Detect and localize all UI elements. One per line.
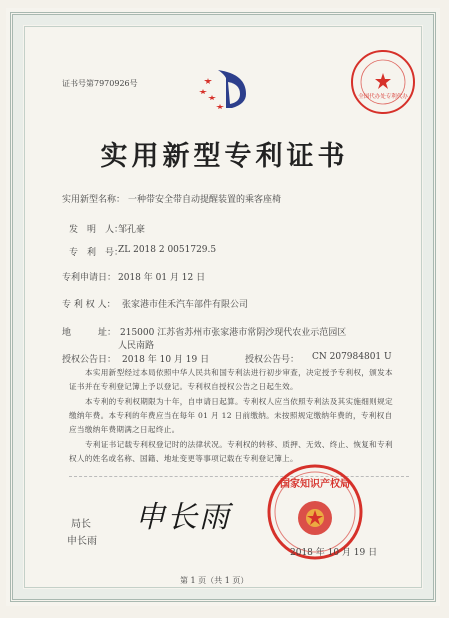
certificate-title: 实用新型专利证书 — [100, 141, 349, 172]
address-value-line-2: 人民南路 — [118, 341, 155, 351]
address-value-line-1: 215000 江苏省苏州市张家港市常阴沙现代农业示范园区 — [120, 328, 347, 338]
patentee-value: 张家港市佳禾汽车部件有限公司 — [122, 300, 249, 310]
grant-date-label: 授权公告日： — [62, 355, 117, 365]
announcement-value: CN 207984801 U — [312, 352, 392, 362]
patent-number-value: ZL 2018 2 0051729.5 — [118, 245, 217, 255]
inventor-value: 邹孔豪 — [118, 225, 146, 235]
name-label: 实用新型名称： — [62, 195, 126, 205]
seal-date: 2018 年 10 月 19 日 — [290, 548, 378, 558]
announcement-label: 授权公告号： — [245, 355, 300, 365]
patentee-label: 专 利 权 人： — [62, 300, 116, 310]
address-label: 地 址： — [62, 328, 117, 338]
filing-date-value: 2018 年 01 月 12 日 — [118, 273, 206, 283]
certificate-number: 证书号第7970926号 — [62, 79, 138, 88]
name-value: 一种带安全带自动提醒装置的乘客座椅 — [128, 195, 282, 205]
page-footer: 第 1 页（共 1 页） — [180, 576, 249, 585]
inventor-label: 发 明 人： — [69, 225, 124, 235]
seal-text: 国家知识产权局 — [280, 479, 350, 490]
agency-seal-text: 全国代办处专利代办 — [358, 94, 408, 100]
body-paragraph-2: 本专利的专利权期限为十年，自申请日起算。专利权人应当依照专利法及其实施细则规定缴纳年费。本专利的年费应当在每年 01 月 12 日前缴纳。未按照规定缴纳年费的，专利权自应当缴纳年费期满之日起终止。 — [69, 397, 393, 434]
body-paragraph-1: 本实用新型经过本局依照中华人民共和国专利法进行初步审查，决定授予专利权，颁发本证书并在专利登记簿上予以登记。专利权自授权公告之日起生效。 — [69, 368, 393, 391]
grant-date-value: 2018 年 10 月 19 日 — [122, 355, 210, 365]
patent-office-logo-icon — [196, 64, 252, 120]
body-paragraph-3: 专利证书记载专利权登记时的法律状况。专利权的转移、质押、无效、终止、恢复和专利权人的姓名或名称、国籍、地址变更等事项记载在专利登记簿上。 — [69, 440, 393, 463]
patent-number-label: 专 利 号： — [69, 248, 124, 258]
signatory-name: 申长雨 — [67, 536, 97, 547]
filing-date-label: 专利申请日： — [62, 273, 117, 283]
agency-seal — [349, 48, 417, 116]
signatory-title: 局长 — [71, 519, 91, 530]
handwritten-signature: 申长雨 — [135, 500, 231, 535]
